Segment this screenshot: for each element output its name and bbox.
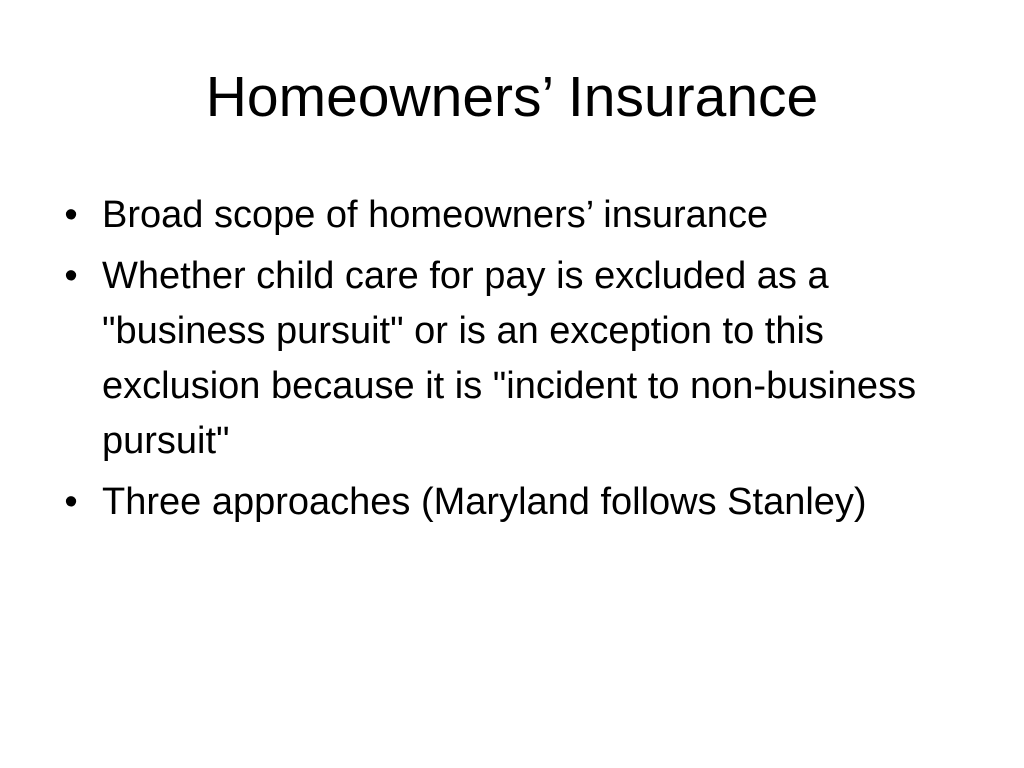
bullet-item [56, 475, 956, 530]
bullet-item [56, 249, 956, 469]
bullet-point-icon: • [64, 255, 78, 297]
bullet-item [56, 188, 956, 243]
slide-title: Homeowners’ Insurance [205, 65, 819, 129]
bullet-text: Broad scope of homeowners’ insurance [102, 194, 769, 236]
bullet-list [56, 188, 956, 536]
bullet-text: Whether child care for pay is excluded as a "business pursuit" or is an exception to this exclusion because it is "incident to non-business pursuit" [102, 255, 917, 462]
bullet-text: Three approaches (Maryland follows Stanley) [102, 481, 867, 523]
bullet-point-icon: • [64, 481, 78, 523]
bullet-point-icon: • [64, 194, 78, 236]
